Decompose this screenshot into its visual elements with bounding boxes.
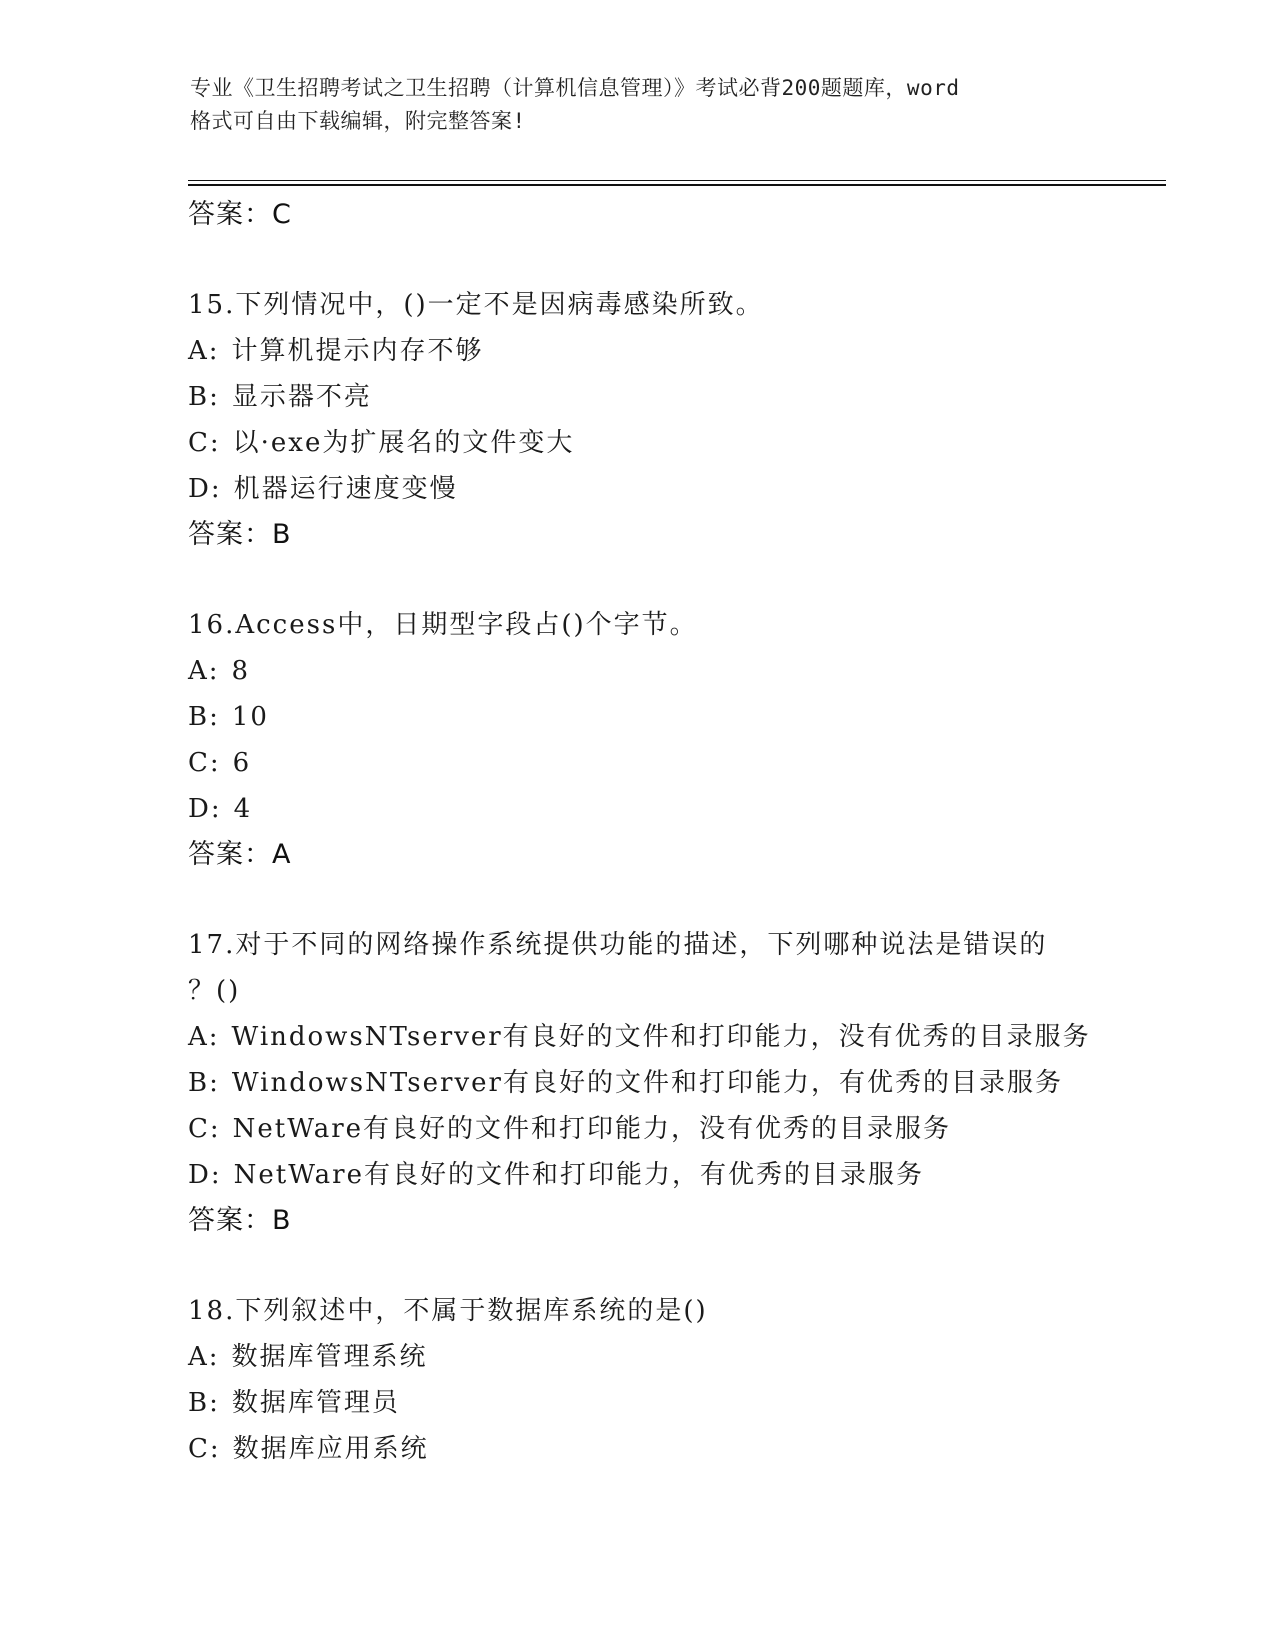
option-key: B:: [188, 1388, 220, 1418]
option-text: 数据库管理员: [231, 1388, 400, 1418]
option-key: A:: [188, 656, 220, 686]
question-stem: 15.下列情况中，()一定不是因病毒感染所致。: [188, 290, 764, 320]
option-text: NetWare有良好的文件和打印能力，没有优秀的目录服务: [232, 1114, 952, 1144]
option-d: [188, 786, 1168, 832]
question-stem-line-1: 17.对于不同的网络操作系统提供功能的描述，下列哪种说法是错误的: [188, 930, 1048, 960]
header-line-1: 专业《卫生招聘考试之卫生招聘（计算机信息管理）》考试必背200题题库，word: [190, 76, 960, 100]
option-key: D:: [188, 474, 222, 504]
option-d: [188, 1152, 1168, 1198]
option-key: C:: [188, 748, 221, 778]
option-a: [188, 1014, 1168, 1060]
option-text: 数据库管理系统: [231, 1342, 428, 1372]
option-key: A:: [188, 336, 220, 366]
option-key: C:: [188, 428, 221, 458]
header-divider-thin: [188, 180, 1166, 181]
option-key: B:: [188, 702, 220, 732]
option-d: [188, 466, 1168, 512]
option-c: [188, 1426, 1168, 1472]
option-key: C:: [188, 1114, 221, 1144]
option-text: 显示器不亮: [231, 382, 372, 412]
option-a: [188, 648, 1168, 694]
question-stem: 16.Access中，日期型字段占()个字节。: [188, 610, 698, 640]
option-text: 计算机提示内存不够: [231, 336, 484, 366]
option-a: [188, 328, 1168, 374]
option-b: [188, 1380, 1168, 1426]
question-list: [188, 192, 1168, 1472]
option-key: A:: [188, 1342, 220, 1372]
answer-line: 答案：C: [188, 199, 292, 230]
answer-line: 答案：B: [188, 1205, 292, 1236]
option-text: 10: [231, 702, 269, 732]
option-text: NetWare有良好的文件和打印能力，有优秀的目录服务: [233, 1160, 924, 1190]
question-stem-line-2: ？(): [188, 976, 241, 1006]
option-b: [188, 1060, 1168, 1106]
option-key: A:: [188, 1022, 220, 1052]
option-key: D:: [188, 1160, 222, 1190]
option-text: 数据库应用系统: [232, 1434, 429, 1464]
option-c: [188, 420, 1168, 466]
question-18: [188, 1288, 1168, 1472]
question-17: [188, 922, 1168, 1244]
option-c: [188, 740, 1168, 786]
option-text: 8: [231, 656, 251, 686]
question-16: [188, 602, 1168, 878]
option-key: C:: [188, 1434, 221, 1464]
header-line-2: 格式可自由下载编辑，附完整答案!: [190, 109, 526, 133]
option-text: WindowsNTserver有良好的文件和打印能力，有优秀的目录服务: [231, 1068, 1063, 1098]
option-b: [188, 694, 1168, 740]
option-text: 4: [233, 794, 253, 824]
option-a: [188, 1334, 1168, 1380]
option-b: [188, 374, 1168, 420]
option-key: B:: [188, 382, 220, 412]
answer-line: 答案：B: [188, 519, 292, 550]
question-stem: 18.下列叙述中，不属于数据库系统的是(): [188, 1296, 708, 1326]
option-key: B:: [188, 1068, 220, 1098]
option-text: WindowsNTserver有良好的文件和打印能力，没有优秀的目录服务: [231, 1022, 1091, 1052]
document-header: [190, 72, 1110, 138]
question-15: [188, 282, 1168, 558]
answer-line: 答案：A: [188, 839, 292, 870]
header-divider-thick: [188, 184, 1166, 186]
option-text: 6: [232, 748, 252, 778]
option-c: [188, 1106, 1168, 1152]
option-key: D:: [188, 794, 222, 824]
option-text: 以·exe为扩展名的文件变大: [232, 428, 575, 458]
option-text: 机器运行速度变慢: [233, 474, 458, 504]
